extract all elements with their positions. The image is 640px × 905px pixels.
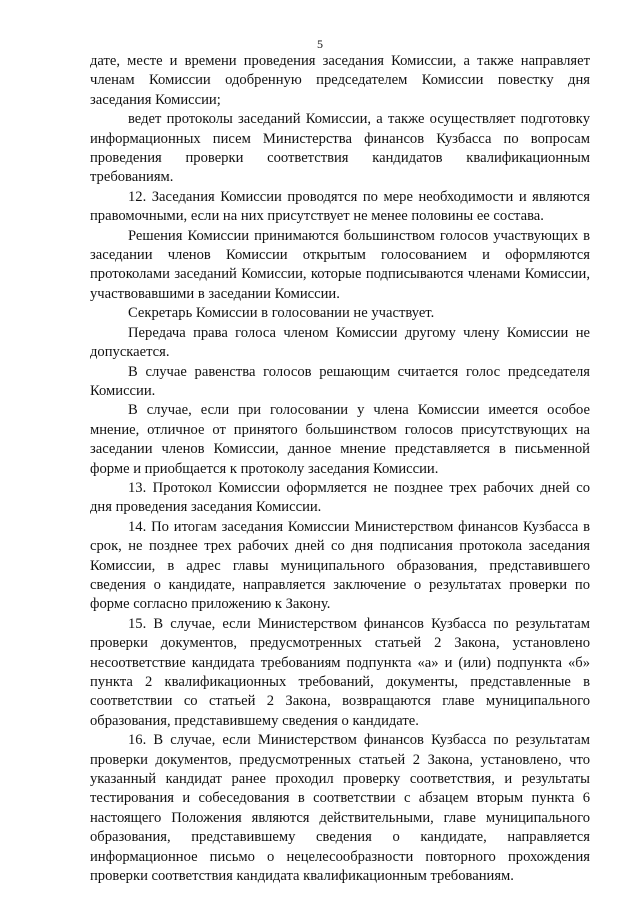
paragraph-15: 15. В случае, если Министерством финансов Кузбасса по результатам проверки документов, предусмотренных статьей 2 Закона, установлено несоответствие кандидата требованиям подпункта «а» и (или) подпункта «б» пункта 2 квалификационных требований, документы, представленные в соответствии со статьей 2 Закона, возвращаются главе муниципального образования, представившему сведения о кандидате. (90, 615, 590, 729)
page-number: 5 (317, 37, 323, 51)
paragraph-decisions: Решения Комиссии принимаются большинством голосов участвующих в заседании членов Комиссии открытым голосованием и оформляются протоколами заседаний Комиссии, которые подписываются членами Комиссии, участвовавшими в заседании Комиссии. (90, 227, 590, 302)
paragraph-13: 13. Протокол Комиссии оформляется не позднее трех рабочих дней со дня проведения заседания Комиссии. (90, 479, 590, 516)
document-body (90, 52, 590, 886)
paragraph-dissent: В случае, если при голосовании у члена Комиссии имеется особое мнение, отличное от принятого большинством голосов присутствующих на заседании членов Комиссии, данное мнение представляется в письменной форме и приобщается к протоколу заседания Комиссии. (90, 402, 590, 477)
paragraph-tie-vote: В случае равенства голосов решающим считается голос председателя Комиссии. (90, 363, 590, 399)
paragraph-secretary-protocols: ведет протоколы заседаний Комиссии, а также осуществляет подготовку информационных писем Министерства финансов Кузбасса по вопросам проведения проверки соответствия кандидатов квалификационным требованиям. (90, 111, 590, 186)
paragraph-16: 16. В случае, если Министерством финансов Кузбасса по результатам проверки документов, предусмотренных статьей 2 Закона, установлено, что указанный кандидат ранее проходил проверку соответствия, и результаты тестирования и собеседования в соответствии с абзацем вторым пункта 6 настоящего Положения являются действительными, главе муниципального образования, представившему сведения о кандидате, направляется информационное письмо о нецелесообразности повторного прохождения проверки соответствия кандидата квалификационным требованиям. (90, 732, 590, 885)
paragraph-12: 12. Заседания Комиссии проводятся по мере необходимости и являются правомочными, если на них присутствует не менее половины ее состава. (90, 188, 590, 225)
paragraph-secretary-vote: Секретарь Комиссии в голосовании не участвует. (128, 305, 435, 322)
paragraph-vote-transfer: Передача права голоса членом Комиссии другому члену Комиссии не допускается. (90, 324, 590, 361)
paragraph-continuation: дате, месте и времени проведения заседания Комиссии, а также направляет членам Комиссии одобренную председателем Комиссии повестку дня заседания Комиссии; (90, 53, 590, 108)
paragraph-14: 14. По итогам заседания Комиссии Министерством финансов Кузбасса в срок, не позднее трех рабочих дней со дня подписания протокола заседания Комиссии, в адрес главы муниципального образования, представившего сведения о кандидате, направляется заключение о результатах проверки по форме согласно приложению к Закону. (90, 518, 590, 613)
